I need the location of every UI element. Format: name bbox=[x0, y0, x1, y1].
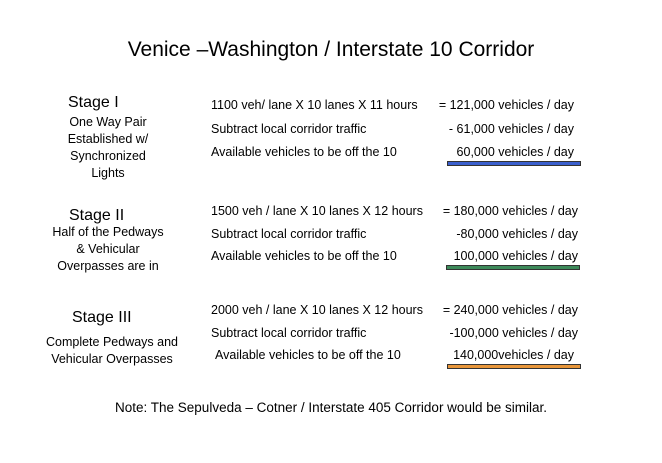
stage-3-capacity-calc: 2000 veh / lane X 10 lanes X 12 hours bbox=[211, 303, 423, 317]
stage-3-available-label: Available vehicles to be off the 10 bbox=[215, 348, 401, 362]
stage-2-result-bar bbox=[446, 265, 580, 270]
stage-2-description-line: & Vehicular bbox=[76, 242, 140, 256]
stage-2-description bbox=[33, 224, 183, 275]
stage-1-subtract-value: - 61,000 vehicles / day bbox=[448, 122, 574, 136]
stage-2-name: Stage II bbox=[69, 207, 125, 224]
stage-2-description-line: Half of the Pedways bbox=[52, 225, 164, 239]
stage-3-description bbox=[22, 334, 202, 368]
stage-2-description-line: Overpasses are in bbox=[57, 259, 159, 273]
stage-2-subtract-value: -80,000 vehicles / day bbox=[456, 227, 578, 241]
stage-3-capacity-value: = 240,000 vehicles / day bbox=[442, 303, 578, 317]
stage-1-result-bar bbox=[447, 161, 581, 166]
stage-1-description bbox=[38, 114, 178, 182]
stage-1-available-label: Available vehicles to be off the 10 bbox=[211, 145, 397, 159]
stage-1-description-line: Lights bbox=[91, 166, 125, 180]
stage-3-subtract-label: Subtract local corridor traffic bbox=[211, 326, 367, 340]
stage-1-name: Stage I bbox=[68, 94, 119, 111]
stage-2-capacity-value: = 180,000 vehicles / day bbox=[442, 204, 578, 218]
page-title: Venice –Washington / Interstate 10 Corridor bbox=[127, 38, 535, 61]
stage-1-subtract-label: Subtract local corridor traffic bbox=[211, 122, 367, 136]
stage-2-capacity-calc: 1500 veh / lane X 10 lanes X 12 hours bbox=[211, 204, 423, 218]
stage-1-available-value: 60,000 vehicles / day bbox=[456, 145, 574, 159]
stage-3-description-line: Complete Pedways and bbox=[45, 335, 179, 349]
stage-1-description-line: Synchronized bbox=[70, 149, 146, 163]
stage-1-capacity-calc: 1100 veh/ lane X 10 lanes X 11 hours bbox=[211, 98, 418, 112]
stage-2-available-label: Available vehicles to be off the 10 bbox=[211, 249, 397, 263]
stage-3-result-bar bbox=[447, 364, 581, 369]
stage-3-description-line: Vehicular Overpasses bbox=[51, 352, 173, 366]
stage-3-available-value: 140,000vehicles / day bbox=[453, 348, 574, 362]
stage-3-name: Stage III bbox=[72, 309, 132, 326]
stage-1-description-line: Established w/ bbox=[67, 132, 149, 146]
stage-2-available-value: 100,000 vehicles / day bbox=[453, 249, 578, 263]
footnote: Note: The Sepulveda – Cotner / Interstate 405 Corridor would be similar. bbox=[115, 400, 547, 415]
stage-1-description-line: One Way Pair bbox=[69, 115, 147, 129]
stage-1-capacity-value: = 121,000 vehicles / day bbox=[438, 98, 574, 112]
stage-2-subtract-label: Subtract local corridor traffic bbox=[211, 227, 367, 241]
stage-3-subtract-value: -100,000 vehicles / day bbox=[449, 326, 578, 340]
